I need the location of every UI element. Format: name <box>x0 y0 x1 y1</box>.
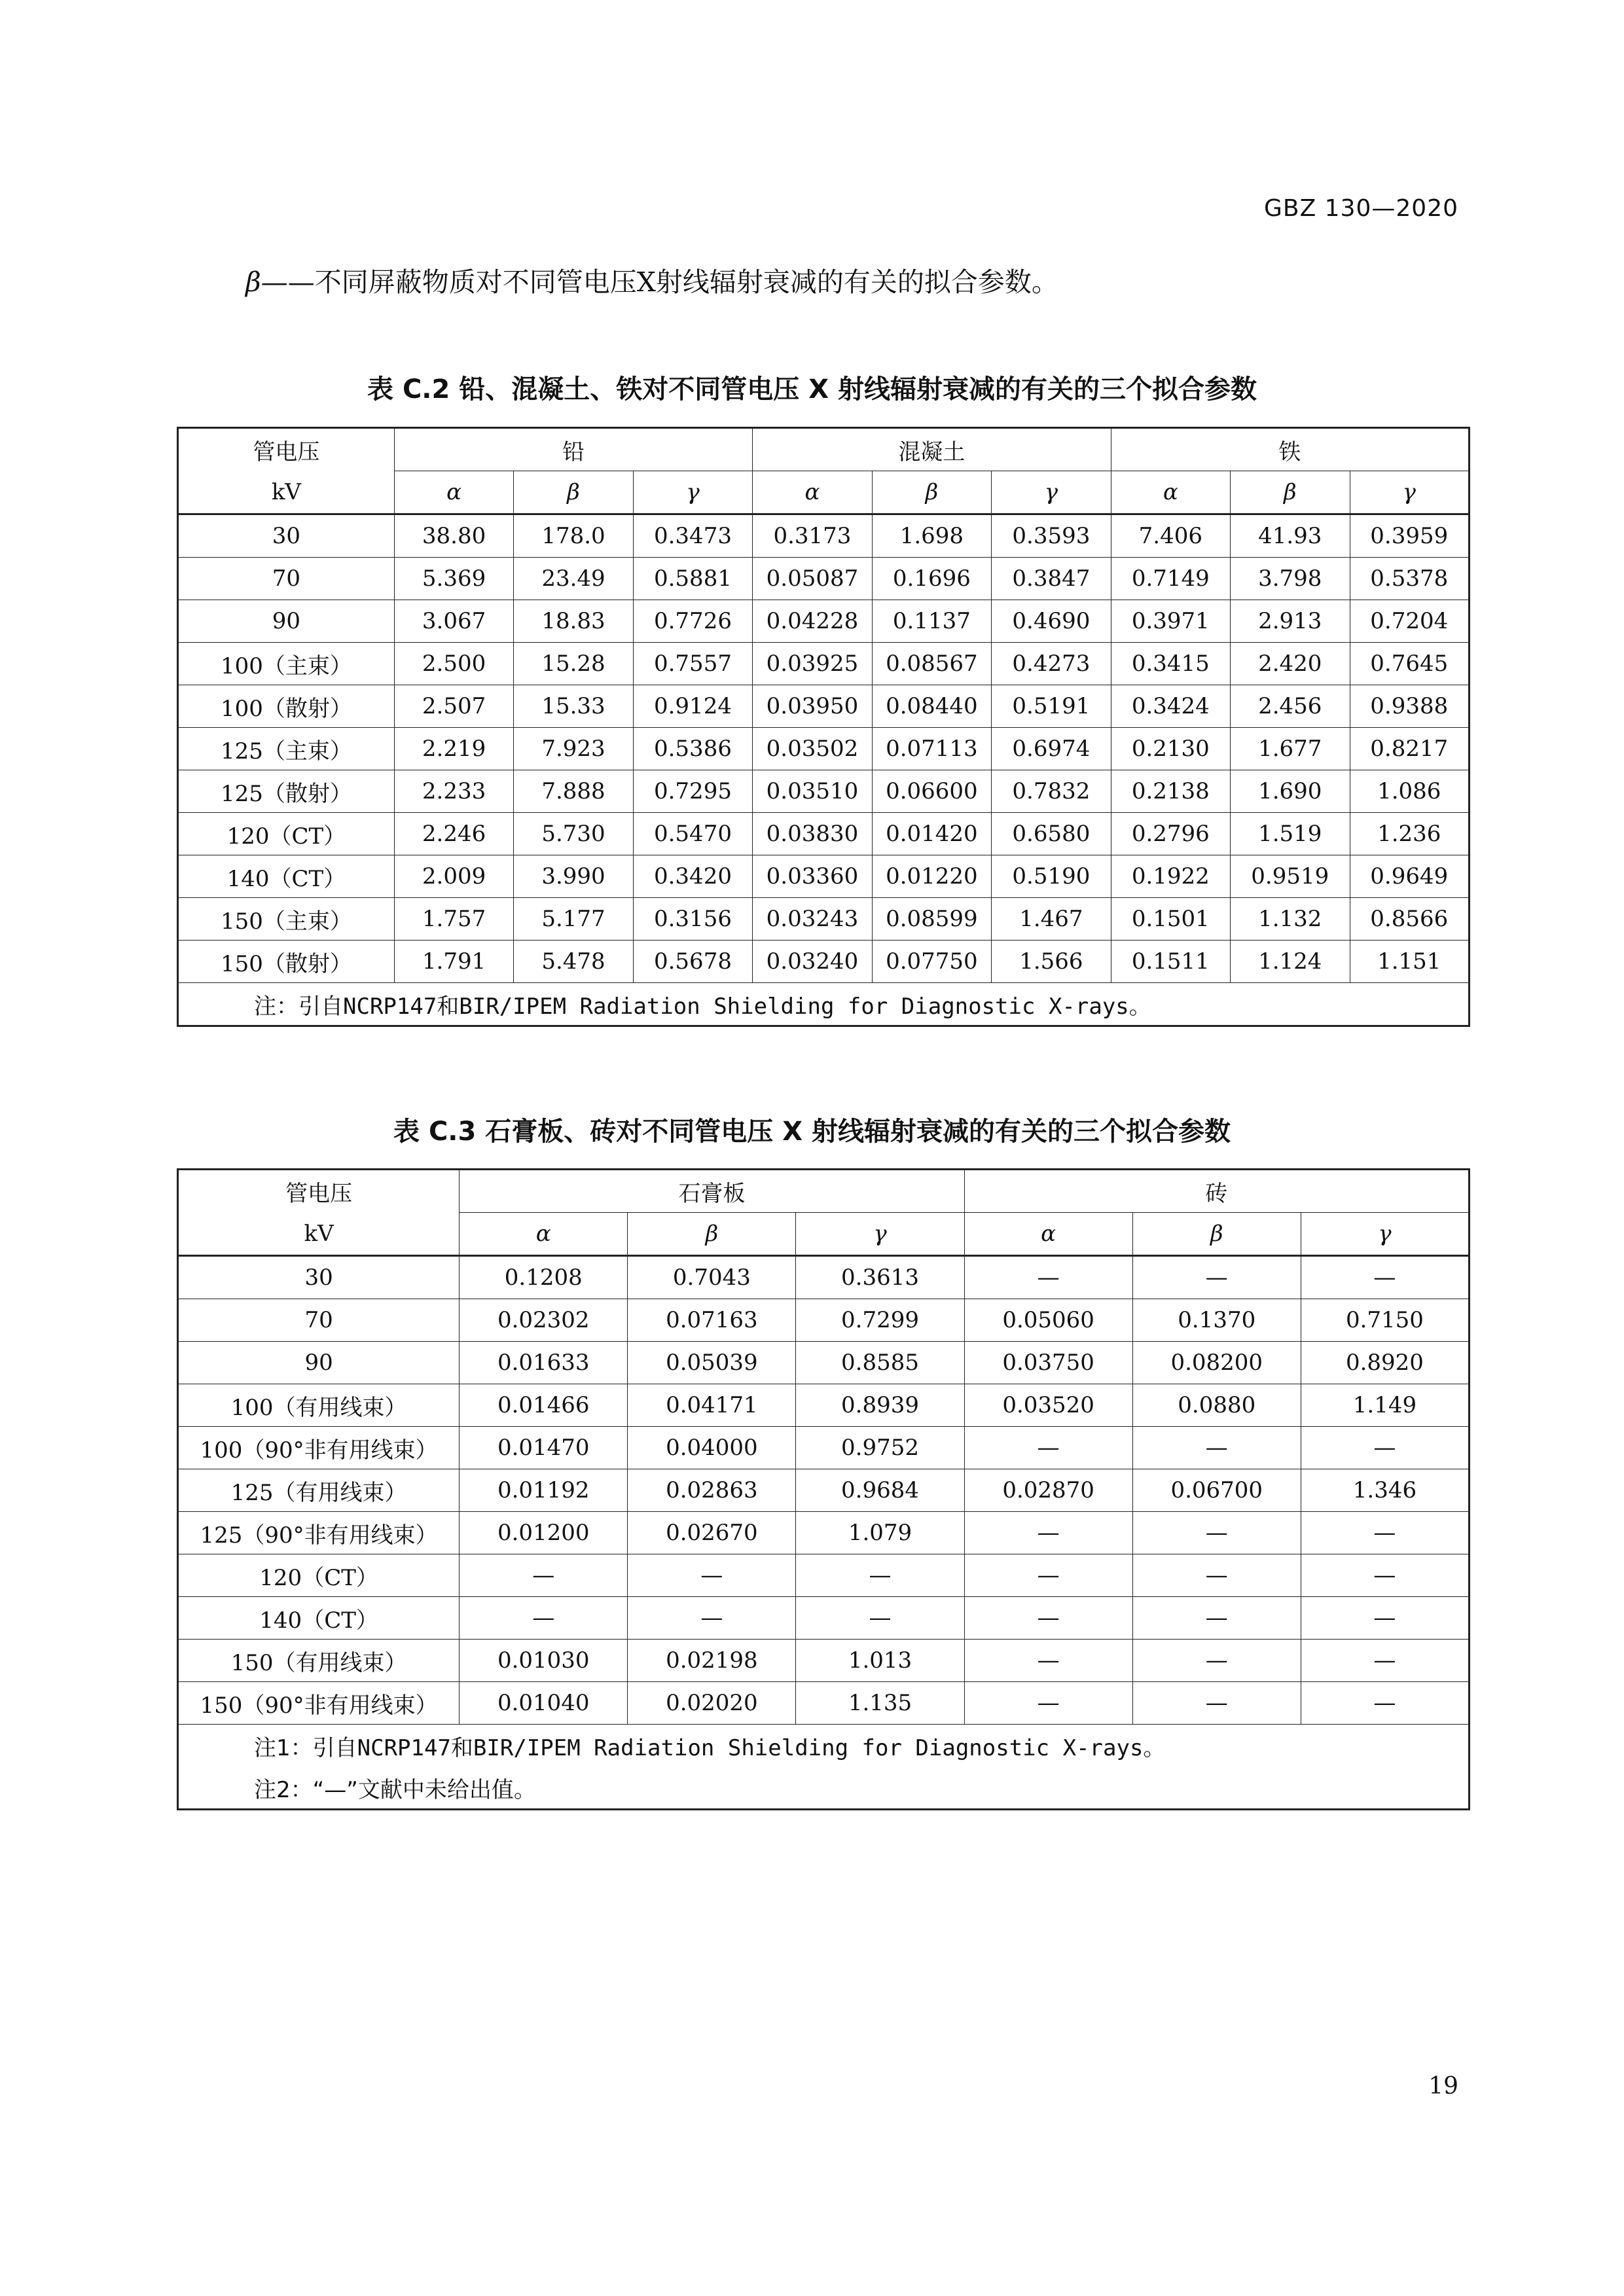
value-cell: — <box>460 1597 628 1640</box>
table-c2-param-row <box>178 471 1470 514</box>
value-cell: 0.04171 <box>628 1384 796 1427</box>
value-cell: 0.02020 <box>628 1682 796 1725</box>
table-row <box>178 770 1470 813</box>
value-cell: 0.5191 <box>992 685 1111 728</box>
note-label: 注： <box>254 993 298 1020</box>
value-cell: 0.3424 <box>1111 685 1230 728</box>
value-cell: 0.01192 <box>460 1469 628 1512</box>
table-row <box>178 728 1470 770</box>
voltage-cell: 140（CT） <box>178 1597 460 1640</box>
value-cell: 0.4273 <box>992 643 1111 685</box>
value-cell: — <box>1301 1554 1469 1597</box>
value-cell: 3.798 <box>1231 558 1350 600</box>
value-cell: 0.8217 <box>1350 728 1470 770</box>
table-c3-param-row <box>178 1213 1470 1256</box>
value-cell: 1.566 <box>992 941 1111 983</box>
value-cell: 0.01040 <box>460 1682 628 1725</box>
value-cell: — <box>628 1597 796 1640</box>
table-c3 <box>177 1168 1470 1810</box>
value-cell: 0.08599 <box>872 898 991 941</box>
value-cell: 0.02670 <box>628 1512 796 1554</box>
value-cell: 1.124 <box>1231 941 1350 983</box>
table-row <box>178 1384 1470 1427</box>
param-header: β <box>514 471 633 514</box>
value-cell: 0.3613 <box>796 1256 964 1299</box>
param-header: α <box>460 1213 628 1256</box>
value-cell: 0.03950 <box>753 685 872 728</box>
value-cell: 2.233 <box>394 770 513 813</box>
table-row <box>178 1342 1470 1384</box>
table-row <box>178 1299 1470 1342</box>
value-cell: — <box>796 1597 964 1640</box>
value-cell: 0.01220 <box>872 855 991 898</box>
value-cell: — <box>1132 1512 1301 1554</box>
table-row <box>178 1682 1470 1725</box>
table-row <box>178 558 1470 600</box>
value-cell: 0.07113 <box>872 728 991 770</box>
value-cell: 3.067 <box>394 600 513 643</box>
value-cell: — <box>1301 1256 1469 1299</box>
beta-symbol: β <box>245 266 261 298</box>
value-cell: 5.369 <box>394 558 513 600</box>
value-cell: — <box>964 1554 1132 1597</box>
value-cell: 0.03925 <box>753 643 872 685</box>
value-cell: 0.02863 <box>628 1469 796 1512</box>
table-row <box>178 1427 1470 1469</box>
note-label: 注2： <box>254 1776 313 1803</box>
value-cell: 0.4690 <box>992 600 1111 643</box>
value-cell: 0.7149 <box>1111 558 1230 600</box>
voltage-cell: 100（主束） <box>178 643 395 685</box>
voltage-cell: 120（CT） <box>178 1554 460 1597</box>
value-cell: 7.923 <box>514 728 633 770</box>
value-cell: 15.28 <box>514 643 633 685</box>
value-cell: 38.80 <box>394 514 513 558</box>
value-cell: 2.913 <box>1231 600 1350 643</box>
value-cell: 0.5386 <box>633 728 752 770</box>
table-note-row <box>178 983 1470 1026</box>
value-cell: — <box>964 1682 1132 1725</box>
value-cell: 0.04000 <box>628 1427 796 1469</box>
value-cell: 1.467 <box>992 898 1111 941</box>
param-header: γ <box>633 471 752 514</box>
value-cell: 0.0880 <box>1132 1384 1301 1427</box>
table-c2-notes <box>178 983 1470 1026</box>
table-row <box>178 600 1470 643</box>
value-cell: 0.5378 <box>1350 558 1470 600</box>
value-cell: 0.9124 <box>633 685 752 728</box>
value-cell: — <box>1301 1640 1469 1682</box>
value-cell: 7.406 <box>1111 514 1230 558</box>
table-c2-data <box>178 514 1470 983</box>
note-text: “—”文献中未给出值。 <box>312 1776 536 1803</box>
value-cell: 0.1137 <box>872 600 991 643</box>
table-row <box>178 643 1470 685</box>
value-cell: 18.83 <box>514 600 633 643</box>
value-cell: 0.01030 <box>460 1640 628 1682</box>
value-cell: — <box>1132 1682 1301 1725</box>
intro-text: ——不同屏蔽物质对不同管电压X射线辐射衰减的有关的拟合参数。 <box>261 266 1058 298</box>
voltage-cell: 90 <box>178 600 395 643</box>
value-cell: 0.01200 <box>460 1512 628 1554</box>
value-cell: 5.177 <box>514 898 633 941</box>
value-cell: — <box>1132 1256 1301 1299</box>
value-cell: 0.07750 <box>872 941 991 983</box>
group-header: 铅 <box>394 428 752 471</box>
table-row <box>178 898 1470 941</box>
value-cell: 0.06600 <box>872 770 991 813</box>
param-header: γ <box>1301 1213 1469 1256</box>
group-header: 铁 <box>1111 428 1469 471</box>
voltage-cell: 70 <box>178 558 395 600</box>
value-cell: 1.690 <box>1231 770 1350 813</box>
standard-code: GBZ 130—2020 <box>1263 195 1458 222</box>
group-header: 砖 <box>964 1170 1469 1213</box>
value-cell: 7.888 <box>514 770 633 813</box>
value-cell: 0.08567 <box>872 643 991 685</box>
value-cell: — <box>1301 1512 1469 1554</box>
table-note <box>178 1725 1470 1767</box>
value-cell: 0.04228 <box>753 600 872 643</box>
table-row <box>178 685 1470 728</box>
value-cell: 2.420 <box>1231 643 1350 685</box>
value-cell: 2.500 <box>394 643 513 685</box>
table-c3-header-row <box>178 1170 1470 1213</box>
voltage-cell: 90 <box>178 1342 460 1384</box>
value-cell: 0.7299 <box>796 1299 964 1342</box>
table-row <box>178 855 1470 898</box>
value-cell: 0.1501 <box>1111 898 1230 941</box>
value-cell: 0.05060 <box>964 1299 1132 1342</box>
value-cell: 0.06700 <box>1132 1469 1301 1512</box>
value-cell: — <box>1132 1427 1301 1469</box>
voltage-cell: 140（CT） <box>178 855 395 898</box>
value-cell: 0.3473 <box>633 514 752 558</box>
value-cell: 2.009 <box>394 855 513 898</box>
param-header: γ <box>796 1213 964 1256</box>
value-cell: 5.730 <box>514 813 633 855</box>
table-c2-body <box>178 428 1470 514</box>
value-cell: — <box>1132 1640 1301 1682</box>
param-header: β <box>872 471 991 514</box>
value-cell: 0.03243 <box>753 898 872 941</box>
value-cell: 0.9684 <box>796 1469 964 1512</box>
table-note-row <box>178 1767 1470 1810</box>
voltage-cell: 125（主束） <box>178 728 395 770</box>
value-cell: 1.135 <box>796 1682 964 1725</box>
value-cell: 0.9649 <box>1350 855 1470 898</box>
value-cell: 1.151 <box>1350 941 1470 983</box>
value-cell: 0.05039 <box>628 1342 796 1384</box>
value-cell: 0.01470 <box>460 1427 628 1469</box>
value-cell: — <box>1301 1682 1469 1725</box>
value-cell: — <box>964 1512 1132 1554</box>
value-cell: 2.507 <box>394 685 513 728</box>
value-cell: 23.49 <box>514 558 633 600</box>
value-cell: 0.8585 <box>796 1342 964 1384</box>
voltage-cell: 125（90°非有用线束） <box>178 1512 460 1554</box>
value-cell: 0.5470 <box>633 813 752 855</box>
param-header: β <box>1231 471 1350 514</box>
value-cell: 0.3420 <box>633 855 752 898</box>
value-cell: 0.05087 <box>753 558 872 600</box>
value-cell: 0.7832 <box>992 770 1111 813</box>
value-cell: 0.1370 <box>1132 1299 1301 1342</box>
value-cell: 0.8920 <box>1301 1342 1469 1384</box>
value-cell: 0.01420 <box>872 813 991 855</box>
voltage-cell: 150（90°非有用线束） <box>178 1682 460 1725</box>
value-cell: 0.2796 <box>1111 813 1230 855</box>
value-cell: 3.990 <box>514 855 633 898</box>
value-cell: 0.1511 <box>1111 941 1230 983</box>
value-cell: 0.3593 <box>992 514 1111 558</box>
value-cell: 0.5190 <box>992 855 1111 898</box>
value-cell: 0.7043 <box>628 1256 796 1299</box>
value-cell: — <box>964 1640 1132 1682</box>
table-c2-header-row <box>178 428 1470 471</box>
value-cell: 0.2130 <box>1111 728 1230 770</box>
table-row <box>178 1256 1470 1299</box>
value-cell: 0.01466 <box>460 1384 628 1427</box>
table-row <box>178 813 1470 855</box>
voltage-cell: 150（主束） <box>178 898 395 941</box>
value-cell: 0.03750 <box>964 1342 1132 1384</box>
value-cell: — <box>796 1554 964 1597</box>
value-cell: 0.3959 <box>1350 514 1470 558</box>
table-c3-caption: 表 C.3 石膏板、砖对不同管电压 X 射线辐射衰减的有关的三个拟合参数 <box>393 1117 1231 1147</box>
value-cell: 2.246 <box>394 813 513 855</box>
table-c3-notes <box>178 1725 1470 1810</box>
table-c2-caption: 表 C.2 铅、混凝土、铁对不同管电压 X 射线辐射衰减的有关的三个拟合参数 <box>367 374 1257 404</box>
value-cell: 0.01633 <box>460 1342 628 1384</box>
voltage-cell: 120（CT） <box>178 813 395 855</box>
voltage-cell: 150（散射） <box>178 941 395 983</box>
param-header: β <box>1132 1213 1301 1256</box>
group-header: 石膏板 <box>460 1170 964 1213</box>
value-cell: — <box>964 1597 1132 1640</box>
voltage-cell: 125（散射） <box>178 770 395 813</box>
value-cell: 1.236 <box>1350 813 1470 855</box>
value-cell: 0.7557 <box>633 643 752 685</box>
value-cell: 0.1208 <box>460 1256 628 1299</box>
voltage-cell: 30 <box>178 1256 460 1299</box>
value-cell: 0.8566 <box>1350 898 1470 941</box>
value-cell: 1.013 <box>796 1640 964 1682</box>
value-cell: 0.3173 <box>753 514 872 558</box>
value-cell: — <box>1301 1427 1469 1469</box>
param-header: α <box>753 471 872 514</box>
value-cell: 1.086 <box>1350 770 1470 813</box>
value-cell: 0.8939 <box>796 1384 964 1427</box>
header-voltage: 管电压 <box>178 1170 460 1213</box>
value-cell: 5.478 <box>514 941 633 983</box>
value-cell: 0.7295 <box>633 770 752 813</box>
table-note <box>178 983 1470 1026</box>
voltage-cell: 70 <box>178 1299 460 1342</box>
intro-paragraph <box>245 260 1058 299</box>
value-cell: 1.519 <box>1231 813 1350 855</box>
param-header: γ <box>992 471 1111 514</box>
table-row <box>178 941 1470 983</box>
table-c2 <box>177 427 1470 1027</box>
value-cell: 0.5678 <box>633 941 752 983</box>
table-note-row <box>178 1725 1470 1767</box>
value-cell: — <box>1301 1597 1469 1640</box>
value-cell: 0.08200 <box>1132 1342 1301 1384</box>
value-cell: 1.791 <box>394 941 513 983</box>
table-note <box>178 1767 1470 1810</box>
value-cell: 0.9519 <box>1231 855 1350 898</box>
value-cell: 0.02870 <box>964 1469 1132 1512</box>
note-text: 引自NCRP147和BIR/IPEM Radiation Shielding for Diagnostic X-rays。 <box>312 1734 1166 1761</box>
table-row <box>178 1597 1470 1640</box>
page-number: 19 <box>1428 2073 1458 2100</box>
table-row <box>178 1512 1470 1554</box>
table-c3-body <box>178 1170 1470 1256</box>
table-c3-data <box>178 1256 1470 1725</box>
value-cell: 0.08440 <box>872 685 991 728</box>
value-cell: 0.1922 <box>1111 855 1230 898</box>
value-cell: 41.93 <box>1231 514 1350 558</box>
voltage-cell: 30 <box>178 514 395 558</box>
value-cell: — <box>964 1256 1132 1299</box>
group-header: 混凝土 <box>753 428 1111 471</box>
table-row <box>178 1469 1470 1512</box>
value-cell: 0.03360 <box>753 855 872 898</box>
value-cell: 0.03830 <box>753 813 872 855</box>
table-row <box>178 1640 1470 1682</box>
value-cell: 0.5881 <box>633 558 752 600</box>
value-cell: 0.7645 <box>1350 643 1470 685</box>
param-header: α <box>1111 471 1230 514</box>
value-cell: 1.677 <box>1231 728 1350 770</box>
value-cell: 15.33 <box>514 685 633 728</box>
param-header: α <box>394 471 513 514</box>
value-cell: — <box>1132 1597 1301 1640</box>
table-row <box>178 514 1470 558</box>
table-row <box>178 1554 1470 1597</box>
value-cell: 178.0 <box>514 514 633 558</box>
param-header: β <box>628 1213 796 1256</box>
value-cell: — <box>460 1554 628 1597</box>
value-cell: 0.9752 <box>796 1427 964 1469</box>
value-cell: — <box>1132 1554 1301 1597</box>
value-cell: — <box>628 1554 796 1597</box>
value-cell: 1.149 <box>1301 1384 1469 1427</box>
value-cell: 0.03520 <box>964 1384 1132 1427</box>
value-cell: 0.3971 <box>1111 600 1230 643</box>
value-cell: 0.07163 <box>628 1299 796 1342</box>
header-unit: kV <box>178 471 395 514</box>
value-cell: 0.7150 <box>1301 1299 1469 1342</box>
value-cell: 0.03502 <box>753 728 872 770</box>
param-header: α <box>964 1213 1132 1256</box>
value-cell: 0.02302 <box>460 1299 628 1342</box>
voltage-cell: 100（散射） <box>178 685 395 728</box>
value-cell: 0.7726 <box>633 600 752 643</box>
value-cell: 1.346 <box>1301 1469 1469 1512</box>
value-cell: 0.9388 <box>1350 685 1470 728</box>
value-cell: 1.079 <box>796 1512 964 1554</box>
value-cell: 1.132 <box>1231 898 1350 941</box>
voltage-cell: 100（有用线束） <box>178 1384 460 1427</box>
value-cell: 1.698 <box>872 514 991 558</box>
header-voltage: 管电压 <box>178 428 395 471</box>
value-cell: 0.2138 <box>1111 770 1230 813</box>
header-unit: kV <box>178 1213 460 1256</box>
value-cell: 0.7204 <box>1350 600 1470 643</box>
value-cell: 0.1696 <box>872 558 991 600</box>
value-cell: 0.03510 <box>753 770 872 813</box>
voltage-cell: 100（90°非有用线束） <box>178 1427 460 1469</box>
value-cell: 0.6974 <box>992 728 1111 770</box>
value-cell: 2.456 <box>1231 685 1350 728</box>
value-cell: — <box>964 1427 1132 1469</box>
value-cell: 0.3415 <box>1111 643 1230 685</box>
note-label: 注1： <box>254 1734 313 1761</box>
value-cell: 0.6580 <box>992 813 1111 855</box>
value-cell: 0.3156 <box>633 898 752 941</box>
value-cell: 0.03240 <box>753 941 872 983</box>
value-cell: 0.3847 <box>992 558 1111 600</box>
value-cell: 1.757 <box>394 898 513 941</box>
param-header: γ <box>1350 471 1470 514</box>
value-cell: 2.219 <box>394 728 513 770</box>
voltage-cell: 125（有用线束） <box>178 1469 460 1512</box>
value-cell: 0.02198 <box>628 1640 796 1682</box>
voltage-cell: 150（有用线束） <box>178 1640 460 1682</box>
note-text: 引自NCRP147和BIR/IPEM Radiation Shielding for Diagnostic X-rays。 <box>298 993 1151 1020</box>
